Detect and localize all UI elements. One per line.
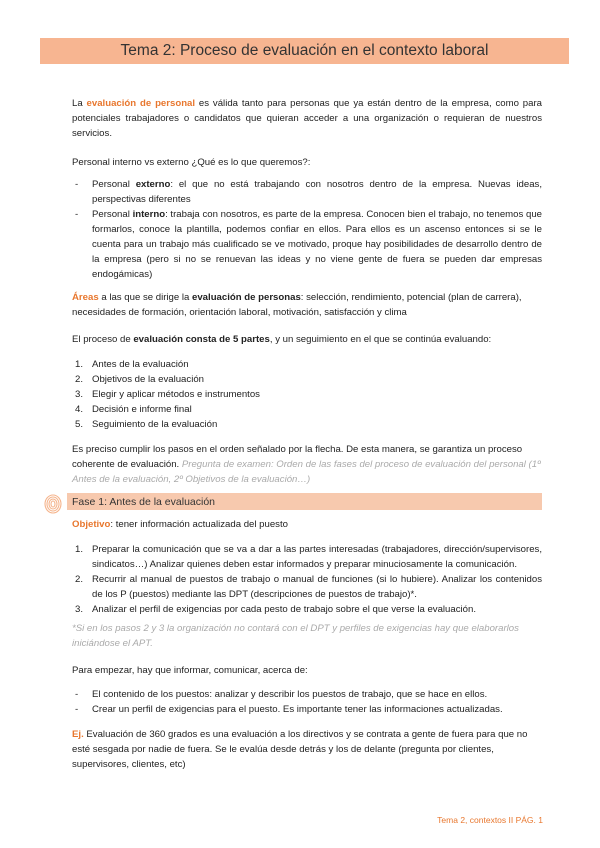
fingerprint-icon bbox=[44, 494, 62, 514]
phase1-body bbox=[72, 517, 542, 772]
footnote: *Si en los pasos 2 y 3 la organización no contará con el DPT y perfiles de exigencias hay que elaborarlos iniciándose el APT. bbox=[72, 623, 519, 649]
objective-paragraph: Objetivo: tener información actualizada del puesto bbox=[72, 519, 288, 530]
list-item: 2. Recurrir al manual de puestos de trabajo o manual de funciones (si lo hubiere). Analizar los contenidos de los P (puestos) mediante las DPT (descripciones de puestos de trabajo)*. bbox=[75, 574, 542, 600]
areas-paragraph: Áreas a las que se dirige la evaluación de personas: selección, rendimiento, potencial (plan de carrera), necesidades de formación, orientación laboral, motivación, satisfacción y clima bbox=[72, 292, 522, 318]
list-item: - Personal externo: el que no está trabajando con nosotros dentro de la empresa. Nuevas ideas, perspectivas diferentes bbox=[75, 179, 542, 205]
page-footer: Tema 2, contextos II PÁG. 1 bbox=[437, 815, 543, 825]
phase1-title: Fase 1: Antes de la evaluación bbox=[72, 495, 216, 508]
document-body bbox=[72, 96, 542, 487]
list-item: 5. Seguimiento de la evaluación bbox=[75, 419, 218, 430]
list-item: 3. Analizar el perfil de exigencias por cada pesto de trabajo sobre el que verse la evaluación. bbox=[75, 604, 476, 615]
phases-list bbox=[72, 357, 542, 432]
intro-paragraph: La evaluación de personal es válida tanto para personas que ya están dentro de la empresa, como para potenciales trabajadores o candidatos que quieran acceder a una organización o requieran de nuestros servicios. bbox=[72, 98, 543, 139]
intro-highlight: evaluación de personal bbox=[86, 98, 196, 109]
phase1-header bbox=[67, 493, 542, 510]
example-label: Ej. bbox=[72, 729, 84, 740]
list-item: - El contenido de los puestos: analizar y describir los puestos de trabajo, que se hace en ellos. bbox=[75, 689, 488, 700]
list-item: - Crear un perfil de exigencias para el puesto. Es importante tener las informaciones actualizadas. bbox=[75, 704, 503, 715]
order-paragraph: Es preciso cumplir los pasos en el orden señalado por la flecha. De esta manera, se garantiza un proceso coherente de evaluación. Pregunta de examen: Orden de las fases del proceso de evaluación del personal (1º Antes de la evaluación, 2º Objetivos de la evaluación…) bbox=[72, 444, 541, 485]
areas-label: Áreas bbox=[72, 292, 99, 303]
process-paragraph: El proceso de evaluación consta de 5 partes, y un seguimiento en el que se continúa evaluando: bbox=[72, 334, 492, 345]
list-item: 1. Preparar la comunicación que se va a dar a las partes interesadas (trabajadores, dirección/supervisores, sindicatos…) Analizar quienes deben estar informados y preparar minuciosamente la comunicación. bbox=[75, 544, 542, 570]
list-item: 1. Antes de la evaluación bbox=[75, 359, 189, 370]
list-item: 2. Objetivos de la evaluación bbox=[75, 374, 204, 385]
page-title: Tema 2: Proceso de evaluación en el contexto laboral bbox=[120, 42, 489, 59]
objective-label: Objetivo bbox=[72, 519, 111, 530]
personal-list bbox=[72, 177, 542, 282]
inform-list bbox=[72, 687, 542, 717]
list-item: 4. Decisión e informe final bbox=[75, 404, 192, 415]
list-item: 3. Elegir y aplicar métodos e instrumentos bbox=[75, 389, 260, 400]
exam-note: Pregunta de examen: Orden de las fases del proceso de evaluación del personal (1º Antes de la evaluación, 2º Objetivos de la evaluación…) bbox=[72, 459, 541, 485]
example-paragraph: Ej. Evaluación de 360 grados es una evaluación a los directivos y se contrata a gente de fuera para que no esté sesgada por nadie de fuera. Se le evalúa desde detrás y los de delante (pregunta por clientes, supervisores, clientes, etc) bbox=[72, 729, 528, 770]
question-text: Personal interno vs externo ¿Qué es lo que queremos?: bbox=[72, 157, 311, 168]
phase1-steps bbox=[72, 542, 542, 617]
start-text: Para empezar, hay que informar, comunicar, acerca de: bbox=[72, 665, 308, 676]
title-bar bbox=[40, 38, 569, 64]
list-item: - Personal interno: trabaja con nosotros, es parte de la empresa. Conocen bien el trabajo, no tenemos que formarlos, conoce la plantilla, podemos confiar en ellos. Para ellos es un ascenso entonces si se le cuenta para un trabajo más cualificado se ve motivado, proque hay posibilidades de desarrollo dentro de la empresa (pero si no se renuevan las ideas y no viene gente de fuera se pueden dar empresas endogámicas) bbox=[75, 209, 542, 280]
